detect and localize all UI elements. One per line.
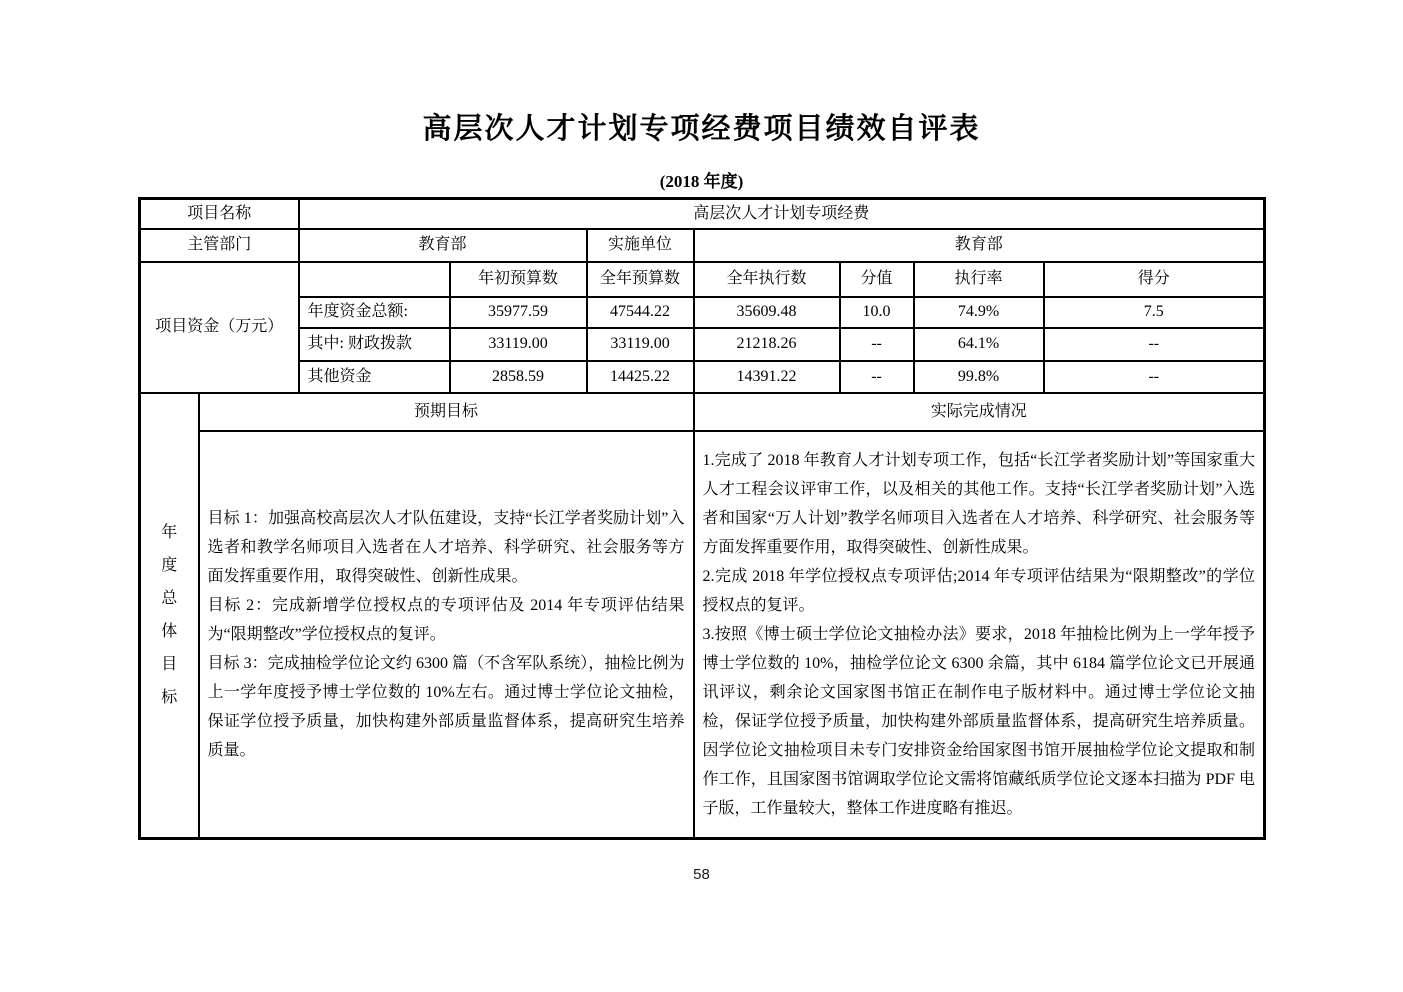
funds-value: 14425.22 bbox=[587, 361, 694, 393]
goals-header-row bbox=[140, 393, 1265, 431]
annual-goals-section-label bbox=[140, 393, 199, 839]
actual-results-header: 实际完成情况 bbox=[694, 393, 1265, 431]
funds-row-label: 年度资金总额: bbox=[299, 297, 450, 328]
funds-value: -- bbox=[840, 361, 914, 393]
expected-goals-cell bbox=[199, 431, 694, 839]
funds-header-executed: 全年执行数 bbox=[694, 262, 840, 297]
funds-value: -- bbox=[840, 328, 914, 361]
funds-value: 14391.22 bbox=[694, 361, 840, 393]
project-name-label: 项目名称 bbox=[140, 199, 299, 229]
funds-row-fiscal bbox=[140, 328, 1265, 361]
implementer-label: 实施单位 bbox=[587, 229, 694, 262]
funds-section-label: 项目资金（万元） bbox=[140, 262, 299, 393]
funds-value: 74.9% bbox=[914, 297, 1044, 328]
annual-goals-label-line: 年度 bbox=[161, 524, 183, 575]
expected-goal-paragraph: 目标 3：完成抽检学位论文约 6300 篇（不含军队系统），抽检比例为上一学年度授予博士学位数的 10%左右。通过博士学位论文抽检，保证学位授予质量，加快构建外部质量监督体系，提高研究生培养质量。 bbox=[207, 654, 685, 759]
funds-header-initial-budget: 年初预算数 bbox=[450, 262, 587, 297]
evaluation-table bbox=[138, 197, 1266, 840]
funds-row-label: 其他资金 bbox=[299, 361, 450, 393]
implementer-value: 教育部 bbox=[694, 229, 1265, 262]
funds-value: 21218.26 bbox=[694, 328, 840, 361]
supervisor-value: 教育部 bbox=[299, 229, 587, 262]
funds-row-label: 其中: 财政拨款 bbox=[299, 328, 450, 361]
annual-goals-label-line: 目标 bbox=[161, 656, 183, 707]
funds-row-other bbox=[140, 361, 1265, 393]
funds-value: 35977.59 bbox=[450, 297, 587, 328]
funds-value: 99.8% bbox=[914, 361, 1044, 393]
actual-result-paragraph: 1.完成了 2018 年教育人才计划专项工作，包括“长江学者奖励计划”等国家重大人才工程会议评审工作，以及相关的其他工作。支持“长江学者奖励计划”入选者和国家“万人计划”教学名师项目入选者在人才培养、科学研究、社会服务等方面发挥重要作用，取得突破性、创新性成果。 bbox=[702, 451, 1256, 556]
funds-header-row bbox=[140, 262, 1265, 297]
expected-goals-header: 预期目标 bbox=[199, 393, 694, 431]
actual-result-paragraph: 3.按照《博士硕士学位论文抽检办法》要求，2018 年抽检比例为上一学年授予博士学位数的 10%，抽检学位论文 6300 余篇，其中 6184 篇学位论文已开展通讯评议，剩余论文国家图书馆正在制作电子版材料中。通过博士学位论文抽检，保证学位授予质量，加快构建外部质量监督体系，提高研究生培养质量。因学位论文抽检项目未专门安排资金给国家图书馆开展抽检学位论文提取和制作工作，且国家图书馆调取学位论文需将馆藏纸质学位论文逐本扫描为 PDF 电子版，工作量较大，整体工作进度略有推迟。 bbox=[702, 625, 1256, 817]
funds-empty-header-cell bbox=[299, 262, 450, 297]
funds-value: 7.5 bbox=[1044, 297, 1265, 328]
supervisor-label: 主管部门 bbox=[140, 229, 299, 262]
funds-value: 47544.22 bbox=[587, 297, 694, 328]
table-row bbox=[140, 229, 1265, 262]
funds-value: 64.1% bbox=[914, 328, 1044, 361]
funds-value: -- bbox=[1044, 361, 1265, 393]
goals-content-row bbox=[140, 431, 1265, 839]
project-name-value: 高层次人才计划专项经费 bbox=[299, 199, 1265, 229]
funds-header-score: 得分 bbox=[1044, 262, 1265, 297]
funds-row-total bbox=[140, 297, 1265, 328]
funds-header-weight: 分值 bbox=[840, 262, 914, 297]
funds-value: 33119.00 bbox=[450, 328, 587, 361]
doc-title: 高层次人才计划专项经费项目绩效自评表 bbox=[422, 113, 981, 145]
table-row bbox=[140, 199, 1265, 229]
doc-subtitle: (2018 年度) bbox=[659, 172, 744, 191]
funds-value: 10.0 bbox=[840, 297, 914, 328]
expected-goal-paragraph: 目标 2：完成新增学位授权点的专项评估及 2014 年专项评估结果为“限期整改”学位授权点的复评。 bbox=[207, 596, 685, 643]
funds-value: 2858.59 bbox=[450, 361, 587, 393]
funds-header-execution-rate: 执行率 bbox=[914, 262, 1044, 297]
funds-value: -- bbox=[1044, 328, 1265, 361]
expected-goal-paragraph: 目标 1：加强高校高层次人才队伍建设，支持“长江学者奖励计划”入选者和教学名师项目入选者在人才培养、科学研究、社会服务等方面发挥重要作用，取得突破性、创新性成果。 bbox=[207, 509, 685, 585]
funds-header-annual-budget: 全年预算数 bbox=[587, 262, 694, 297]
actual-results-cell bbox=[694, 431, 1265, 839]
annual-goals-label-line: 总体 bbox=[161, 590, 183, 641]
funds-value: 35609.48 bbox=[694, 297, 840, 328]
funds-value: 33119.00 bbox=[587, 328, 694, 361]
actual-result-paragraph: 2.完成 2018 年学位授权点专项评估;2014 年专项评估结果为“限期整改”的学位授权点的复评。 bbox=[702, 567, 1256, 614]
page-number: 58 bbox=[693, 866, 710, 883]
